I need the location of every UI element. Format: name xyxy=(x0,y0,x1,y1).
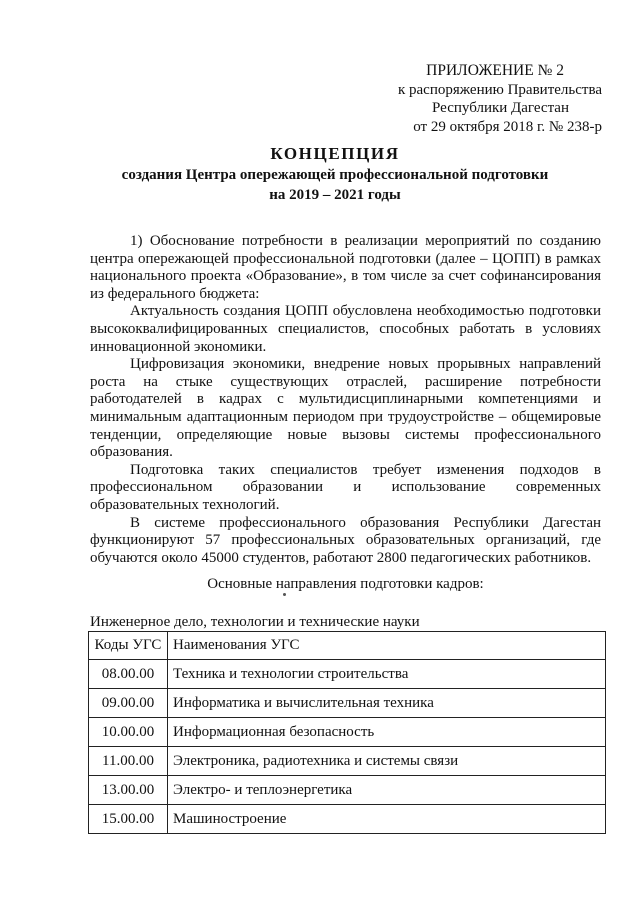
table-caption: Инженерное дело, технологии и технические науки xyxy=(90,614,420,630)
table-row xyxy=(89,660,606,689)
scan-dot xyxy=(283,593,286,596)
row-name: Машиностроение xyxy=(168,805,606,834)
table-header-row xyxy=(89,632,606,660)
paragraph-4: Подготовка таких специалистов требует изменения подходов в профессиональном образовании и использование современных образовательных технологий. xyxy=(90,461,601,513)
appendix-line-2: к распоряжению Правительства xyxy=(397,81,602,98)
appendix-title: ПРИЛОЖЕНИЕ № 2 xyxy=(426,62,564,79)
paragraph-1: 1) Обоснование потребности в реализации мероприятий по созданию центра опережающей профессиональной подготовки (далее – ЦОПП) в рамках национального проекта «Образование», в том числе за счет софинансирования из федерального бюджета: xyxy=(90,233,601,302)
table-row xyxy=(89,805,606,834)
row-code: 10.00.00 xyxy=(89,718,168,747)
paragraph-3: Цифровизация экономики, внедрение новых прорывных направлений роста на стыке существующих отраслей, расширение потребности работодателей в кадрах с мультидисциплинарными компетенциями и минимальным адаптационным периодом при трудоустройстве – общемировые тенденции, определяющие новые вызовы системы профессионального образования. xyxy=(90,356,601,461)
row-name: Информатика и вычислительная техника xyxy=(168,689,606,718)
title-main: КОНЦЕПЦИЯ xyxy=(270,144,400,163)
header-names: Наименования УГС xyxy=(168,632,606,660)
appendix-line-3: Республики Дагестан xyxy=(432,100,569,116)
header-codes: Коды УГС xyxy=(89,632,168,660)
row-name: Техника и технологии строительства xyxy=(168,660,606,689)
row-code: 08.00.00 xyxy=(89,660,168,689)
row-code: 15.00.00 xyxy=(89,805,168,834)
table-row xyxy=(89,747,606,776)
document-title xyxy=(0,144,640,204)
paragraph-2: Актуальность создания ЦОПП обусловлена необходимостью подготовки высококвалифицированных специалистов, способных работать в условиях инновационной экономики. xyxy=(90,303,601,355)
table-row xyxy=(89,718,606,747)
row-code: 11.00.00 xyxy=(89,747,168,776)
title-sub-2: на 2019 – 2021 годы xyxy=(269,187,401,203)
ugs-table xyxy=(88,631,606,834)
table-row xyxy=(89,689,606,718)
paragraph-5: В системе профессионального образования Республики Дагестан функционируют 57 профессиональных образовательных организаций, где обучаются около 45000 студентов, работают 2800 педагогических работников. xyxy=(90,514,601,566)
section-heading: Основные направления подготовки кадров: xyxy=(207,576,484,593)
row-code: 13.00.00 xyxy=(89,776,168,805)
appendix-block xyxy=(398,62,602,136)
title-sub-1: создания Центра опережающей профессиональной подготовки xyxy=(121,167,549,183)
appendix-line-4: от 29 октября 2018 г. № 238-р xyxy=(413,118,602,135)
row-code: 09.00.00 xyxy=(89,689,168,718)
row-name: Информационная безопасность xyxy=(168,718,606,747)
row-name: Электроника, радиотехника и системы связи xyxy=(168,747,606,776)
table-row xyxy=(89,776,606,805)
row-name: Электро- и теплоэнергетика xyxy=(168,776,606,805)
body-text xyxy=(90,233,601,594)
